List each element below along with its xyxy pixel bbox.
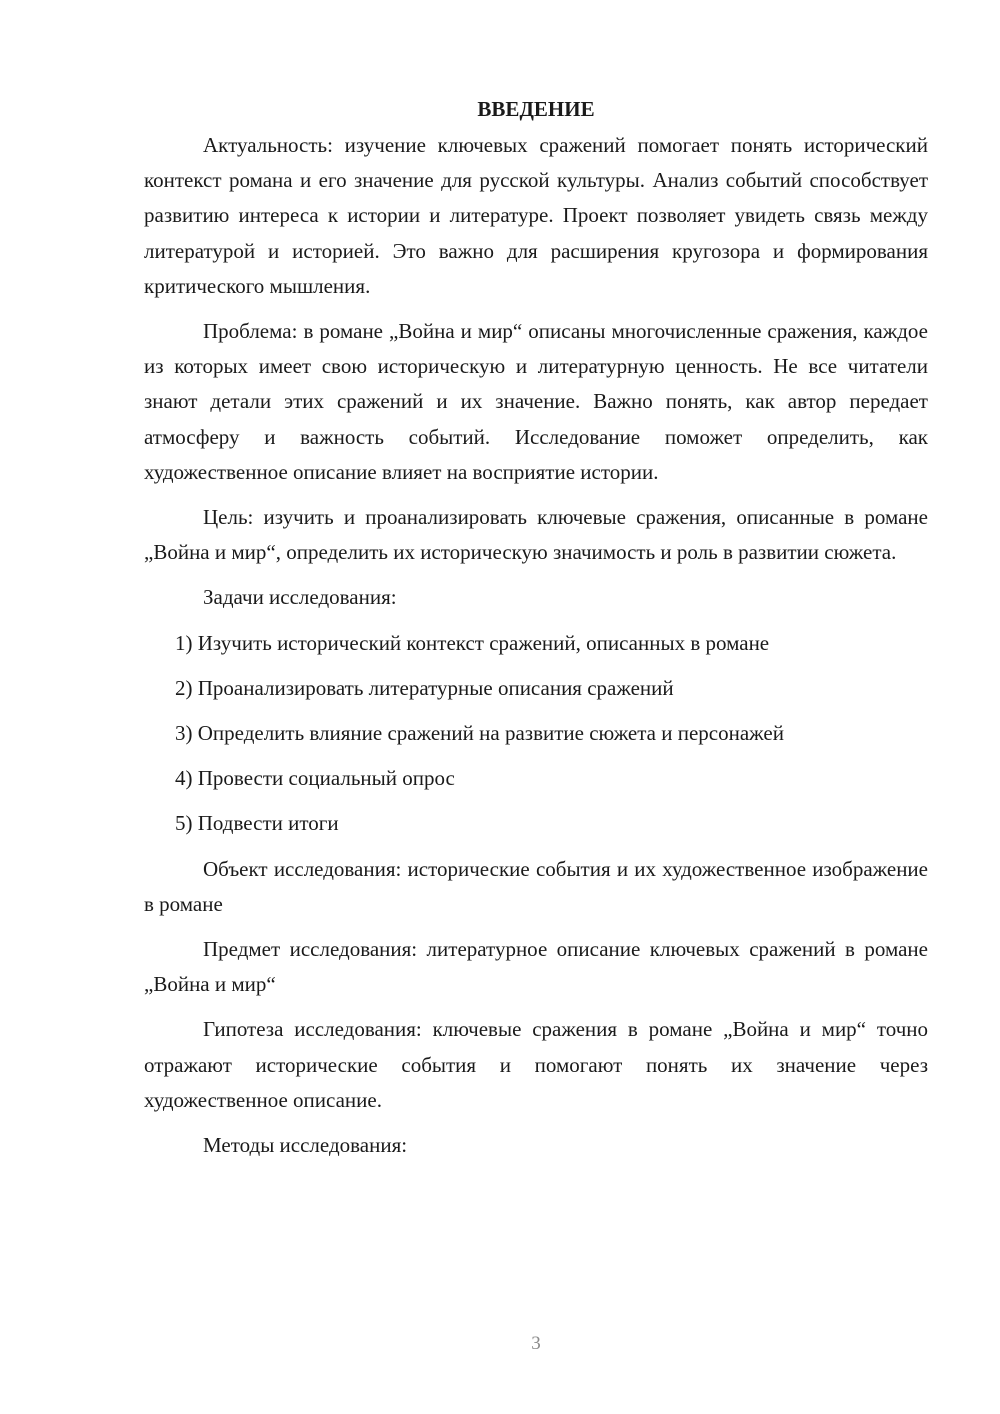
hypothesis-paragraph: Гипотеза исследования: ключевые сражения в романе „Война и мир“ точно отражают исторические события и помогают понять их значение через художественное описание. [144,1017,928,1112]
section-heading: ВВЕДЕНИЕ [477,97,595,121]
methods-title: Методы исследования: [203,1133,408,1158]
document-page [144,92,928,1173]
list-item: 5) Подвести итоги [175,811,339,836]
tasks-title: Задачи исследования: [203,585,397,610]
object-paragraph: Объект исследования: исторические события и их художественное изображение в романе [144,856,928,916]
tasks-list [144,626,928,842]
list-item: 3) Определить влияние сражений на развитие сюжета и персонажей [175,721,784,746]
goal-paragraph: Цель: изучить и проанализировать ключевые сражения, описанные в романе „Война и мир“, определить их историческую значимость и роль в развитии сюжета. [144,505,928,565]
list-item: 2) Проанализировать литературные описания сражений [175,675,674,700]
relevance-paragraph: Актуальность: изучение ключевых сражений помогает понять исторический контекст романа и его значение для русской культуры. Анализ событий способствует развитию интереса к истории и литературе. Проект позволяет увидеть связь между литературой и историей. Это важно для расширения кругозора и формирования критического мышления. [144,133,928,298]
list-item: 1) Изучить исторический контекст сражений, описанных в романе [175,630,770,655]
subject-paragraph: Предмет исследования: литературное описание ключевых сражений в романе „Война и мир“ [144,937,928,997]
problem-paragraph: Проблема: в романе „Война и мир“ описаны многочисленные сражения, каждое из которых имеет свою историческую и литературную ценность. Не все читатели знают детали этих сражений и их значение. Важно понять, как автор передает атмосферу и важность событий. Исследование поможет определить, как художественное описание влияет на восприятие истории. [144,319,928,484]
list-item: 4) Провести социальный опрос [175,766,455,791]
page-number: 3 [531,1333,541,1354]
